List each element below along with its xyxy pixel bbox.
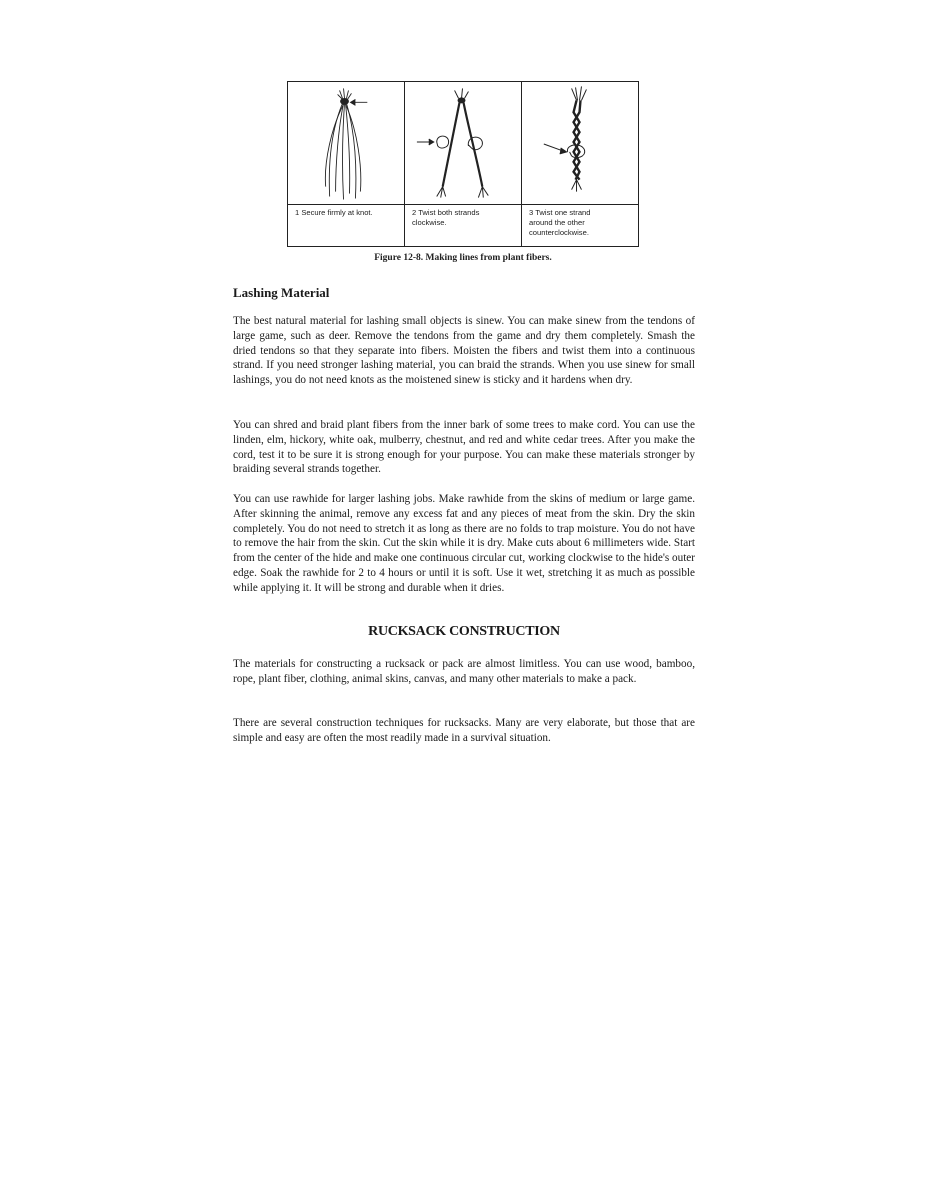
figure-plant-fiber-lines — [287, 81, 639, 247]
paragraph-sinew: The best natural material for lashing small objects is sinew. You can make sinew from the tendons of large game, such as deer. Remove the tendons from the game and dry them completely. Smash the dried tendons so that they separate into fibers. Moisten the fibers and twist them into a continuous strand. If you need stronger lashing material, you can braid the strands. When you use sinew for small lashings, you do not need knots as the moistened sinew is sticky and it hardens when dry. — [233, 315, 695, 387]
panel-divider — [405, 204, 521, 205]
figure-caption: Figure 12-8. Making lines from plant fibers. — [374, 253, 552, 263]
paragraph-rucksack-materials: The materials for constructing a rucksack or pack are almost limitless. You can use wood, bamboo, rope, plant fiber, clothing, animal skins, canvas, and many other materials to make a pack. — [233, 658, 695, 685]
panel-2-caption: 2 Twist both strands clockwise. — [412, 208, 480, 227]
paragraph-rucksack-techniques: There are several construction techniques for rucksacks. Many are very elaborate, but those that are simple and easy are often the most readily made in a survival situation. — [233, 717, 695, 744]
figure-panel-1 — [288, 82, 405, 246]
panel-divider — [288, 204, 404, 205]
panel-divider — [522, 204, 638, 205]
twist-one-strand-illustration — [522, 82, 638, 204]
panel-1-caption: 1 Secure firmly at knot. — [295, 208, 373, 217]
figure-panel-3 — [522, 82, 638, 246]
chapter-heading: RUCKSACK CONSTRUCTION — [368, 624, 560, 639]
panel-3-caption: 3 Twist one strand around the other counterclockwise. — [529, 208, 591, 237]
paragraph-rawhide: You can use rawhide for larger lashing jobs. Make rawhide from the skins of medium or large game. After skinning the animal, remove any excess fat and any pieces of meat from the skin. Dry the skin completely. You do not need to stretch it as long as there are no folds to trap moisture. You do not have to remove the hair from the skin. Cut the skin while it is dry. Make cuts about 6 millimeters wide. Start from the center of the hide and make one continuous circular cut, working clockwise to the hide's outer edge. Soak the rawhide for 2 to 4 hours or until it is soft. Use it wet, stretching it as much as possible while applying it. It will be strong and durable when it dries. — [233, 493, 695, 594]
section-heading: Lashing Material — [233, 285, 330, 300]
figure-panel-2 — [405, 82, 522, 246]
twist-both-strands-illustration — [405, 82, 521, 204]
knot-fibers-illustration — [288, 82, 404, 204]
paragraph-plant-fibers: You can shred and braid plant fibers from the inner bark of some trees to make cord. You can use the linden, elm, hickory, white oak, mulberry, chestnut, and red and white cedar trees. After you make the cord, test it to be sure it is strong enough for your purpose. You can make these materials stronger by braiding several strands together. — [233, 419, 695, 476]
